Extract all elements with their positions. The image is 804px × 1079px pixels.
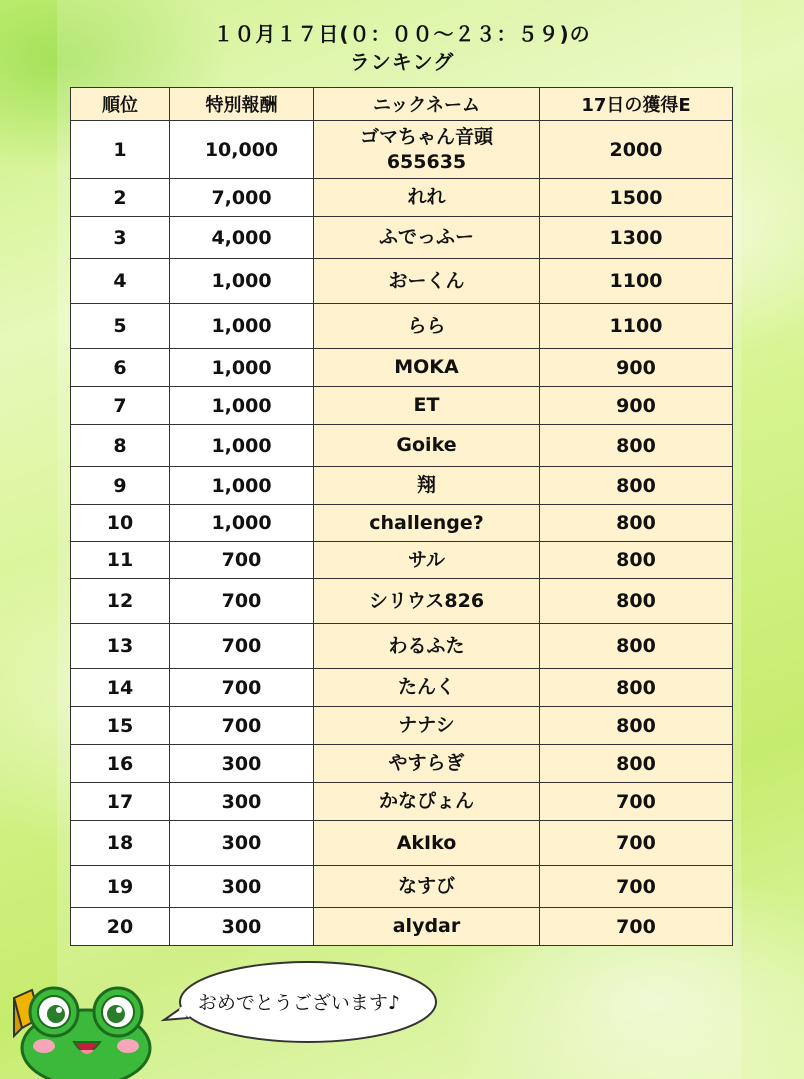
nickname-cell: ふでっふー <box>314 217 540 259</box>
table-row <box>71 579 733 624</box>
nickname-cell: ET <box>314 387 540 425</box>
rank-cell: 18 <box>71 821 170 866</box>
reward-cell: 1,000 <box>170 387 314 425</box>
rank-cell: 16 <box>71 745 170 783</box>
table-row <box>71 624 733 669</box>
rank-cell: 12 <box>71 579 170 624</box>
page-title <box>0 20 804 76</box>
nickname-cell: MOKA <box>314 349 540 387</box>
table-row <box>71 179 733 217</box>
nickname-cell: サル <box>314 542 540 579</box>
reward-cell: 10,000 <box>170 121 314 179</box>
rank-cell: 2 <box>71 179 170 217</box>
nickname-cell: シリウス826 <box>314 579 540 624</box>
nickname-cell: おーくん <box>314 259 540 304</box>
nickname-cell: かなぴょん <box>314 783 540 821</box>
nickname-cell: ナナシ <box>314 707 540 745</box>
nickname-cell: Goike <box>314 425 540 467</box>
table-row <box>71 745 733 783</box>
points-cell: 900 <box>540 349 733 387</box>
nickname-cell: challenge? <box>314 505 540 542</box>
table-row <box>71 542 733 579</box>
table-row <box>71 425 733 467</box>
reward-cell: 300 <box>170 821 314 866</box>
reward-cell: 700 <box>170 624 314 669</box>
reward-cell: 700 <box>170 542 314 579</box>
table-row <box>71 467 733 505</box>
points-cell: 800 <box>540 542 733 579</box>
rank-cell: 7 <box>71 387 170 425</box>
points-cell: 1100 <box>540 304 733 349</box>
nickname-cell: やすらぎ <box>314 745 540 783</box>
table-row <box>71 259 733 304</box>
rank-cell: 6 <box>71 349 170 387</box>
points-cell: 700 <box>540 821 733 866</box>
rank-cell: 14 <box>71 669 170 707</box>
table-row <box>71 908 733 946</box>
table-row <box>71 669 733 707</box>
ranking-body <box>71 121 733 946</box>
title-line-2: ランキング <box>349 50 455 74</box>
table-row <box>71 217 733 259</box>
points-cell: 1100 <box>540 259 733 304</box>
nickname-cell: たんく <box>314 669 540 707</box>
nickname-cell: なすび <box>314 866 540 908</box>
header-nickname: ニックネーム <box>314 88 540 121</box>
title-line-1: １０月１７日(０：００～２３：５９)の <box>213 22 591 46</box>
reward-cell: 700 <box>170 669 314 707</box>
nickname-cell: ゴマちゃん音頭 655635 <box>314 121 540 179</box>
nickname-cell: AkIko <box>314 821 540 866</box>
reward-cell: 1,000 <box>170 259 314 304</box>
header-points: 17日の獲得E <box>540 88 733 121</box>
rank-cell: 3 <box>71 217 170 259</box>
rank-cell: 11 <box>71 542 170 579</box>
ranking-table <box>70 87 733 946</box>
rank-cell: 19 <box>71 866 170 908</box>
reward-cell: 300 <box>170 745 314 783</box>
nickname-cell: 翔 <box>314 467 540 505</box>
rank-cell: 20 <box>71 908 170 946</box>
rank-cell: 9 <box>71 467 170 505</box>
table-row <box>71 866 733 908</box>
table-row <box>71 505 733 542</box>
points-cell: 800 <box>540 707 733 745</box>
table-row <box>71 349 733 387</box>
table-row <box>71 304 733 349</box>
points-cell: 2000 <box>540 121 733 179</box>
speech-text: おめでとうございます♪ <box>197 992 401 1014</box>
rank-cell: 8 <box>71 425 170 467</box>
rank-cell: 15 <box>71 707 170 745</box>
rank-cell: 10 <box>71 505 170 542</box>
reward-cell: 1,000 <box>170 425 314 467</box>
header-reward: 特別報酬 <box>170 88 314 121</box>
nickname-cell: わるふた <box>314 624 540 669</box>
rank-cell: 13 <box>71 624 170 669</box>
points-cell: 800 <box>540 579 733 624</box>
table-row <box>71 387 733 425</box>
points-cell: 1500 <box>540 179 733 217</box>
points-cell: 800 <box>540 669 733 707</box>
rank-cell: 5 <box>71 304 170 349</box>
header-rank: 順位 <box>71 88 170 121</box>
reward-cell: 300 <box>170 908 314 946</box>
points-cell: 800 <box>540 624 733 669</box>
points-cell: 700 <box>540 908 733 946</box>
points-cell: 800 <box>540 505 733 542</box>
reward-cell: 1,000 <box>170 304 314 349</box>
points-cell: 700 <box>540 866 733 908</box>
rank-cell: 17 <box>71 783 170 821</box>
points-cell: 800 <box>540 745 733 783</box>
reward-cell: 300 <box>170 866 314 908</box>
reward-cell: 1,000 <box>170 349 314 387</box>
reward-cell: 700 <box>170 579 314 624</box>
frog-mascot-icon <box>10 978 158 1079</box>
table-row <box>71 121 733 179</box>
rank-cell: 4 <box>71 259 170 304</box>
points-cell: 800 <box>540 425 733 467</box>
points-cell: 700 <box>540 783 733 821</box>
points-cell: 1300 <box>540 217 733 259</box>
rank-cell: 1 <box>71 121 170 179</box>
nickname-cell: らら <box>314 304 540 349</box>
nickname-cell: alydar <box>314 908 540 946</box>
points-cell: 800 <box>540 467 733 505</box>
points-cell: 900 <box>540 387 733 425</box>
header-row <box>71 88 733 121</box>
table-row <box>71 783 733 821</box>
reward-cell: 4,000 <box>170 217 314 259</box>
reward-cell: 1,000 <box>170 467 314 505</box>
reward-cell: 7,000 <box>170 179 314 217</box>
nickname-cell: れれ <box>314 179 540 217</box>
table-row <box>71 707 733 745</box>
reward-cell: 300 <box>170 783 314 821</box>
reward-cell: 700 <box>170 707 314 745</box>
reward-cell: 1,000 <box>170 505 314 542</box>
table-row <box>71 821 733 866</box>
